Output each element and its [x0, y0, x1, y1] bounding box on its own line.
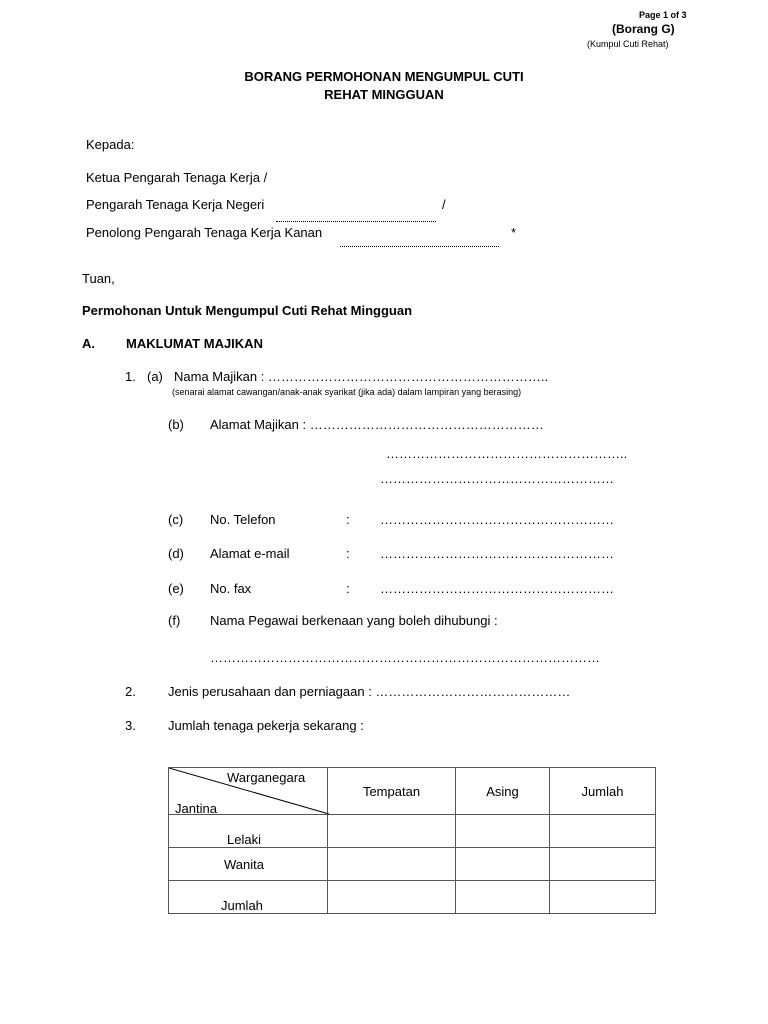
corner-warganegara: Warganegara — [227, 770, 306, 785]
row-label-jumlah: Jumlah — [169, 881, 328, 914]
address-line2-slash: / — [442, 197, 446, 212]
table-row — [169, 848, 656, 881]
cell-wanita-asing[interactable] — [456, 848, 550, 881]
item2-number: 2. — [125, 684, 136, 699]
item1d-label: (d) — [168, 546, 184, 561]
section-a-title: MAKLUMAT MAJIKAN — [126, 336, 263, 351]
address-line3-asterisk: * — [511, 225, 517, 240]
row-label-lelaki: Lelaki — [169, 815, 328, 848]
cell-lelaki-asing[interactable] — [456, 815, 550, 848]
item1-number: 1. — [125, 369, 136, 384]
table-row — [169, 881, 656, 914]
address-line1: Ketua Pengarah Tenaga Kerja / — [86, 170, 268, 185]
salutation: Tuan, — [82, 271, 115, 286]
address-line2: Pengarah Tenaga Kerja Negeri — [86, 197, 265, 212]
email-colon: : — [346, 546, 350, 561]
telefon-colon: : — [346, 512, 350, 527]
fax-label: No. fax — [210, 581, 252, 596]
alamat-majikan-line2[interactable]: ……………………………………………….. — [386, 446, 628, 461]
item1b-label: (b) — [168, 417, 184, 432]
section-a-letter: A. — [82, 336, 95, 351]
nama-majikan-note: (senarai alamat cawangan/anak-anak syarikat (jika ada) dalam lampiran yang berasing) — [172, 387, 522, 397]
pegawai-label: Nama Pegawai berkenaan yang boleh dihubungi : — [210, 613, 498, 628]
page-number: Page 1 of 3 — [639, 10, 687, 20]
kanan-fill-line — [340, 234, 499, 252]
item3-number: 3. — [125, 718, 136, 733]
address-line3: Penolong Pengarah Tenaga Kerja Kanan — [86, 225, 323, 240]
email-field[interactable]: ……………………………………………… — [380, 546, 614, 561]
cell-jumlah-asing[interactable] — [456, 881, 550, 914]
item1a-label: (a) — [147, 369, 163, 384]
table-row — [169, 815, 656, 848]
col-header-tempatan: Tempatan — [328, 768, 456, 815]
cell-wanita-tempatan[interactable] — [328, 848, 456, 881]
subject-line: Permohonan Untuk Mengumpul Cuti Rehat Mingguan — [82, 303, 413, 318]
form-code: (Borang G) — [612, 22, 675, 36]
pegawai-field[interactable]: ……………………………………………………………………………… — [210, 650, 600, 665]
corner-jantina: Jantina — [175, 801, 217, 816]
table-corner-cell — [169, 768, 328, 815]
telefon-label: No. Telefon — [210, 512, 276, 527]
form-title-line1: BORANG PERMOHONAN MENGUMPUL CUTI — [244, 69, 524, 84]
item1c-label: (c) — [168, 512, 184, 527]
row-label-wanita: Wanita — [169, 848, 328, 881]
nama-majikan-field[interactable]: Nama Majikan : ……………………………………………………….. — [174, 369, 549, 384]
telefon-field[interactable]: ……………………………………………… — [380, 512, 614, 527]
kepada-label: Kepada: — [86, 137, 135, 152]
cell-jumlah-tempatan[interactable] — [328, 881, 456, 914]
col-header-jumlah: Jumlah — [550, 768, 656, 815]
jumlah-pekerja-label: Jumlah tenaga pekerja sekarang : — [168, 718, 364, 733]
jenis-perusahaan-field[interactable]: Jenis perusahaan dan perniagaan : ……………………………………… — [168, 684, 571, 699]
employee-count-table — [168, 767, 656, 914]
col-header-asing: Asing — [456, 768, 550, 815]
fax-colon: : — [346, 581, 350, 596]
form-subtitle: (Kumpul Cuti Rehat) — [587, 39, 669, 49]
item1f-label: (f) — [168, 613, 181, 628]
fax-field[interactable]: ……………………………………………… — [380, 581, 614, 596]
cell-lelaki-tempatan[interactable] — [328, 815, 456, 848]
cell-lelaki-jumlah[interactable] — [550, 815, 656, 848]
cell-jumlah-jumlah[interactable] — [550, 881, 656, 914]
alamat-majikan-field[interactable]: Alamat Majikan : ……………………………………………… — [210, 417, 544, 432]
email-label: Alamat e-mail — [210, 546, 290, 561]
item1e-label: (e) — [168, 581, 184, 596]
form-title-line2: REHAT MINGGUAN — [324, 87, 444, 102]
alamat-majikan-line3[interactable]: ……………………………………………… — [380, 471, 614, 486]
cell-wanita-jumlah[interactable] — [550, 848, 656, 881]
